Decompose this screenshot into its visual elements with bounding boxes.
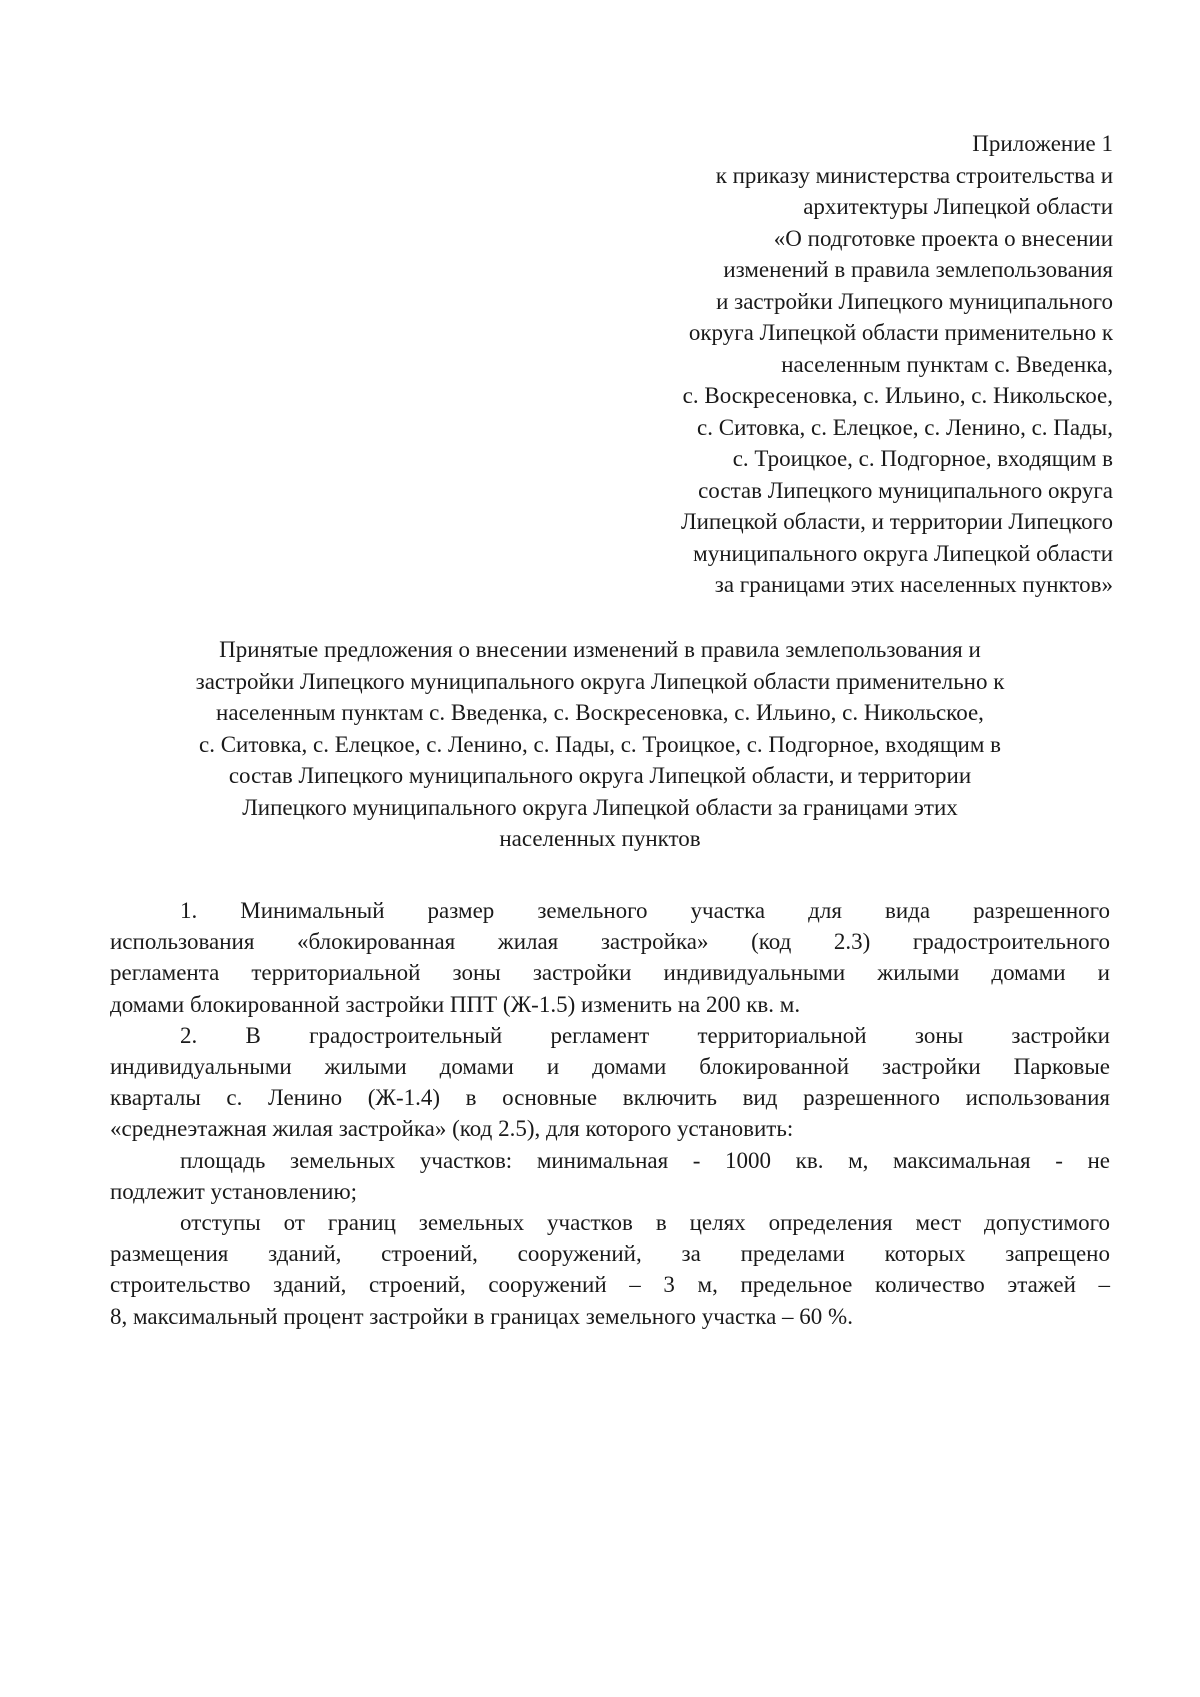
paragraph-line: строительство зданий, строений, сооружений – 3 м, предельное количество этажей – (110, 1272, 1110, 1298)
document-title (100, 634, 1100, 855)
appendix-line: Липецкой области, и территории Липецкого (680, 509, 1113, 534)
paragraph-3 (110, 1145, 1110, 1207)
title-line: населенным пунктам с. Введенка, с. Воскресеновка, с. Ильино, с. Никольское, (216, 700, 984, 725)
appendix-line: Приложение 1 (972, 131, 1113, 156)
appendix-line: архитектуры Липецкой области (803, 194, 1113, 219)
appendix-line: состав Липецкого муниципального округа (698, 477, 1113, 503)
title-line: Липецкого муниципального округа Липецкой области за границами этих (242, 794, 958, 820)
paragraph-line: регламента территориальной зоны застройки индивидуальными жилыми домами и (110, 960, 1110, 986)
paragraph-line: подлежит установлению; (110, 1178, 358, 1204)
paragraph-line: отступы от границ земельных участков в целях определения мест допустимого (180, 1210, 1110, 1236)
appendix-line: населенным пунктам с. Введенка, (781, 351, 1113, 377)
appendix-line: с. Воскресеновка, с. Ильино, с. Никольское, (682, 383, 1113, 408)
appendix-line: «О подготовке проекта о внесении (773, 225, 1113, 251)
paragraph-line: 8, максимальный процент застройки в границах земельного участка – 60 %. (110, 1303, 853, 1329)
paragraph-line: кварталы с. Ленино (Ж-1.4) в основные включить вид разрешенного использования (110, 1085, 1110, 1111)
title-line: с. Ситовка, с. Елецкое, с. Ленино, с. Пады, с. Троицкое, с. Подгорное, входящим в (198, 731, 1001, 757)
paragraph-2 (110, 1020, 1110, 1145)
appendix-header (553, 128, 1113, 601)
paragraph-line: индивидуальными жилыми домами и домами блокированной застройки Парковые (110, 1054, 1110, 1080)
paragraph-line: 1. Минимальный размер земельного участка для вида разрешенного (180, 898, 1110, 923)
paragraph-line: использования «блокированная жилая застройка» (код 2.3) градостроительного (110, 929, 1110, 955)
appendix-line: к приказу министерства строительства и (715, 162, 1113, 188)
paragraph-4 (110, 1207, 1110, 1332)
appendix-line: за границами этих населенных пунктов» (714, 572, 1113, 597)
appendix-line: с. Ситовка, с. Елецкое, с. Ленино, с. Пады, (697, 414, 1113, 440)
paragraph-line: площадь земельных участков: минимальная - 1000 кв. м, максимальная - не (180, 1147, 1110, 1173)
paragraph-line: 2. В градостроительный регламент территориальной зоны застройки (180, 1022, 1110, 1048)
document-body (110, 895, 1110, 1332)
title-line: застройки Липецкого муниципального округа Липецкой области применительно к (195, 668, 1005, 694)
title-line: населенных пунктов (499, 826, 701, 851)
paragraph-1 (110, 895, 1110, 1020)
appendix-line: изменений в правила землепользования (723, 257, 1113, 282)
title-line: Принятые предложения о внесении изменений в правила землепользования и (219, 637, 981, 662)
appendix-line: округа Липецкой области применительно к (688, 320, 1113, 345)
paragraph-line: размещения зданий, строений, сооружений, за пределами которых запрещено (110, 1241, 1110, 1267)
appendix-line: и застройки Липецкого муниципального (716, 288, 1113, 314)
appendix-line: муниципального округа Липецкой области (693, 540, 1113, 566)
appendix-line: с. Троицкое, с. Подгорное, входящим в (732, 446, 1113, 471)
title-line: состав Липецкого муниципального округа Липецкой области, и территории (228, 763, 972, 788)
paragraph-line: «среднеэтажная жилая застройка» (код 2.5), для которого установить: (110, 1116, 794, 1142)
paragraph-line: домами блокированной застройки ППТ (Ж-1.5) изменить на 200 кв. м. (110, 991, 801, 1017)
